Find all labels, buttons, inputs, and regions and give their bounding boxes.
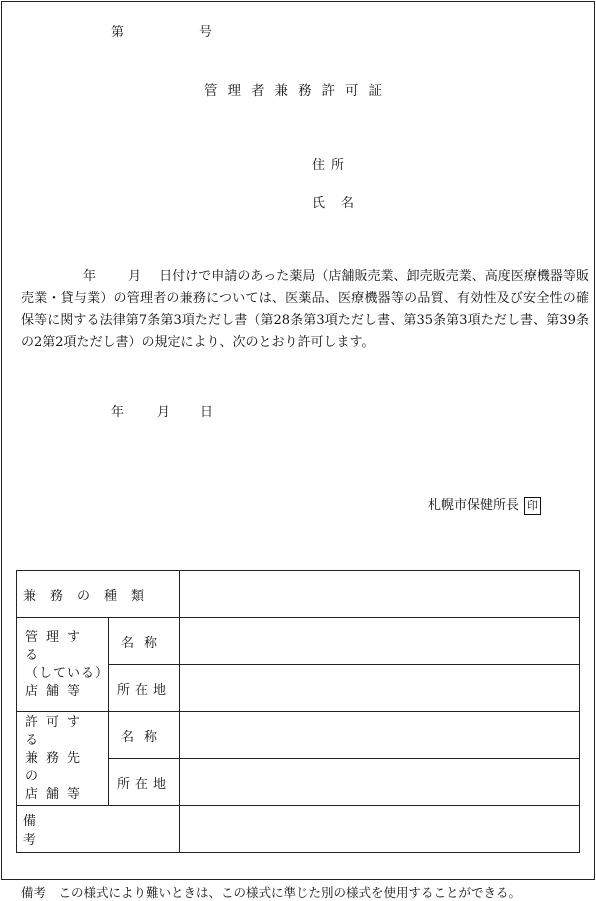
remarks-label: 備考 bbox=[17, 806, 180, 853]
concurrent-name-label: 名称 bbox=[109, 712, 180, 759]
table-row bbox=[17, 712, 580, 759]
type-value-cell[interactable] bbox=[180, 571, 580, 618]
managed-store-label-line: 管理する bbox=[25, 629, 89, 663]
address-label: 住所 bbox=[312, 158, 351, 173]
number-suffix: 号 bbox=[199, 25, 213, 40]
managed-store-label-line: 店舗等 bbox=[25, 683, 89, 699]
concurrent-location-label: 所在地 bbox=[109, 759, 180, 806]
managed-store-label-line: （している） bbox=[25, 665, 110, 681]
body-year: 年 bbox=[83, 269, 97, 284]
type-label: 兼務の種類 bbox=[17, 571, 180, 618]
issue-day: 日 bbox=[200, 405, 214, 420]
body-month: 月 bbox=[128, 269, 142, 284]
issuer-name: 札幌市保健所長 bbox=[428, 498, 520, 513]
table-row bbox=[17, 571, 580, 618]
concurrent-location-value-cell[interactable] bbox=[180, 759, 580, 806]
managed-store-label bbox=[17, 618, 109, 712]
permit-body-text bbox=[21, 266, 589, 354]
issue-month: 月 bbox=[157, 405, 171, 420]
remarks-value-cell[interactable] bbox=[180, 806, 580, 853]
concurrent-store-label bbox=[17, 712, 109, 806]
issue-year: 年 bbox=[111, 405, 125, 420]
managed-location-label: 所在地 bbox=[109, 665, 180, 712]
concurrent-store-label-line: 店舗等 bbox=[25, 786, 89, 802]
managed-name-value-cell[interactable] bbox=[180, 618, 580, 665]
concurrent-name-value-cell[interactable] bbox=[180, 712, 580, 759]
seal-stamp: 印 bbox=[524, 497, 541, 515]
managed-name-label: 名称 bbox=[109, 618, 180, 665]
footnote: 備考 この様式により難いときは、この様式に準じた別の様式を使用することができる。 bbox=[21, 885, 522, 900]
document-title: 管理者兼務許可証 bbox=[204, 83, 392, 99]
body-sentence: 日付けで申請のあった薬局（店舗販売業、卸売販売業、高度医療機器等販売業・貸与業）の管理者の兼務については、医薬品、医療機器等の品質、有効性及び安全性の確保等に関する法律第7条第3項ただし書（第28条第3項ただし書、第35条第3項ただし書、第39条の2第2項ただし書）の規定により、次のとおり許可します。 bbox=[21, 269, 589, 350]
issuer-block bbox=[428, 494, 541, 515]
table-row bbox=[17, 806, 580, 853]
name-label: 氏名 bbox=[312, 196, 371, 211]
concurrent-store-label-line: 許可する bbox=[25, 714, 89, 748]
table-row bbox=[17, 618, 580, 665]
permit-table bbox=[16, 570, 580, 853]
number-prefix: 第 bbox=[111, 25, 125, 40]
concurrent-store-label-line: 兼務先の bbox=[25, 750, 89, 784]
managed-location-value-cell[interactable] bbox=[180, 665, 580, 712]
